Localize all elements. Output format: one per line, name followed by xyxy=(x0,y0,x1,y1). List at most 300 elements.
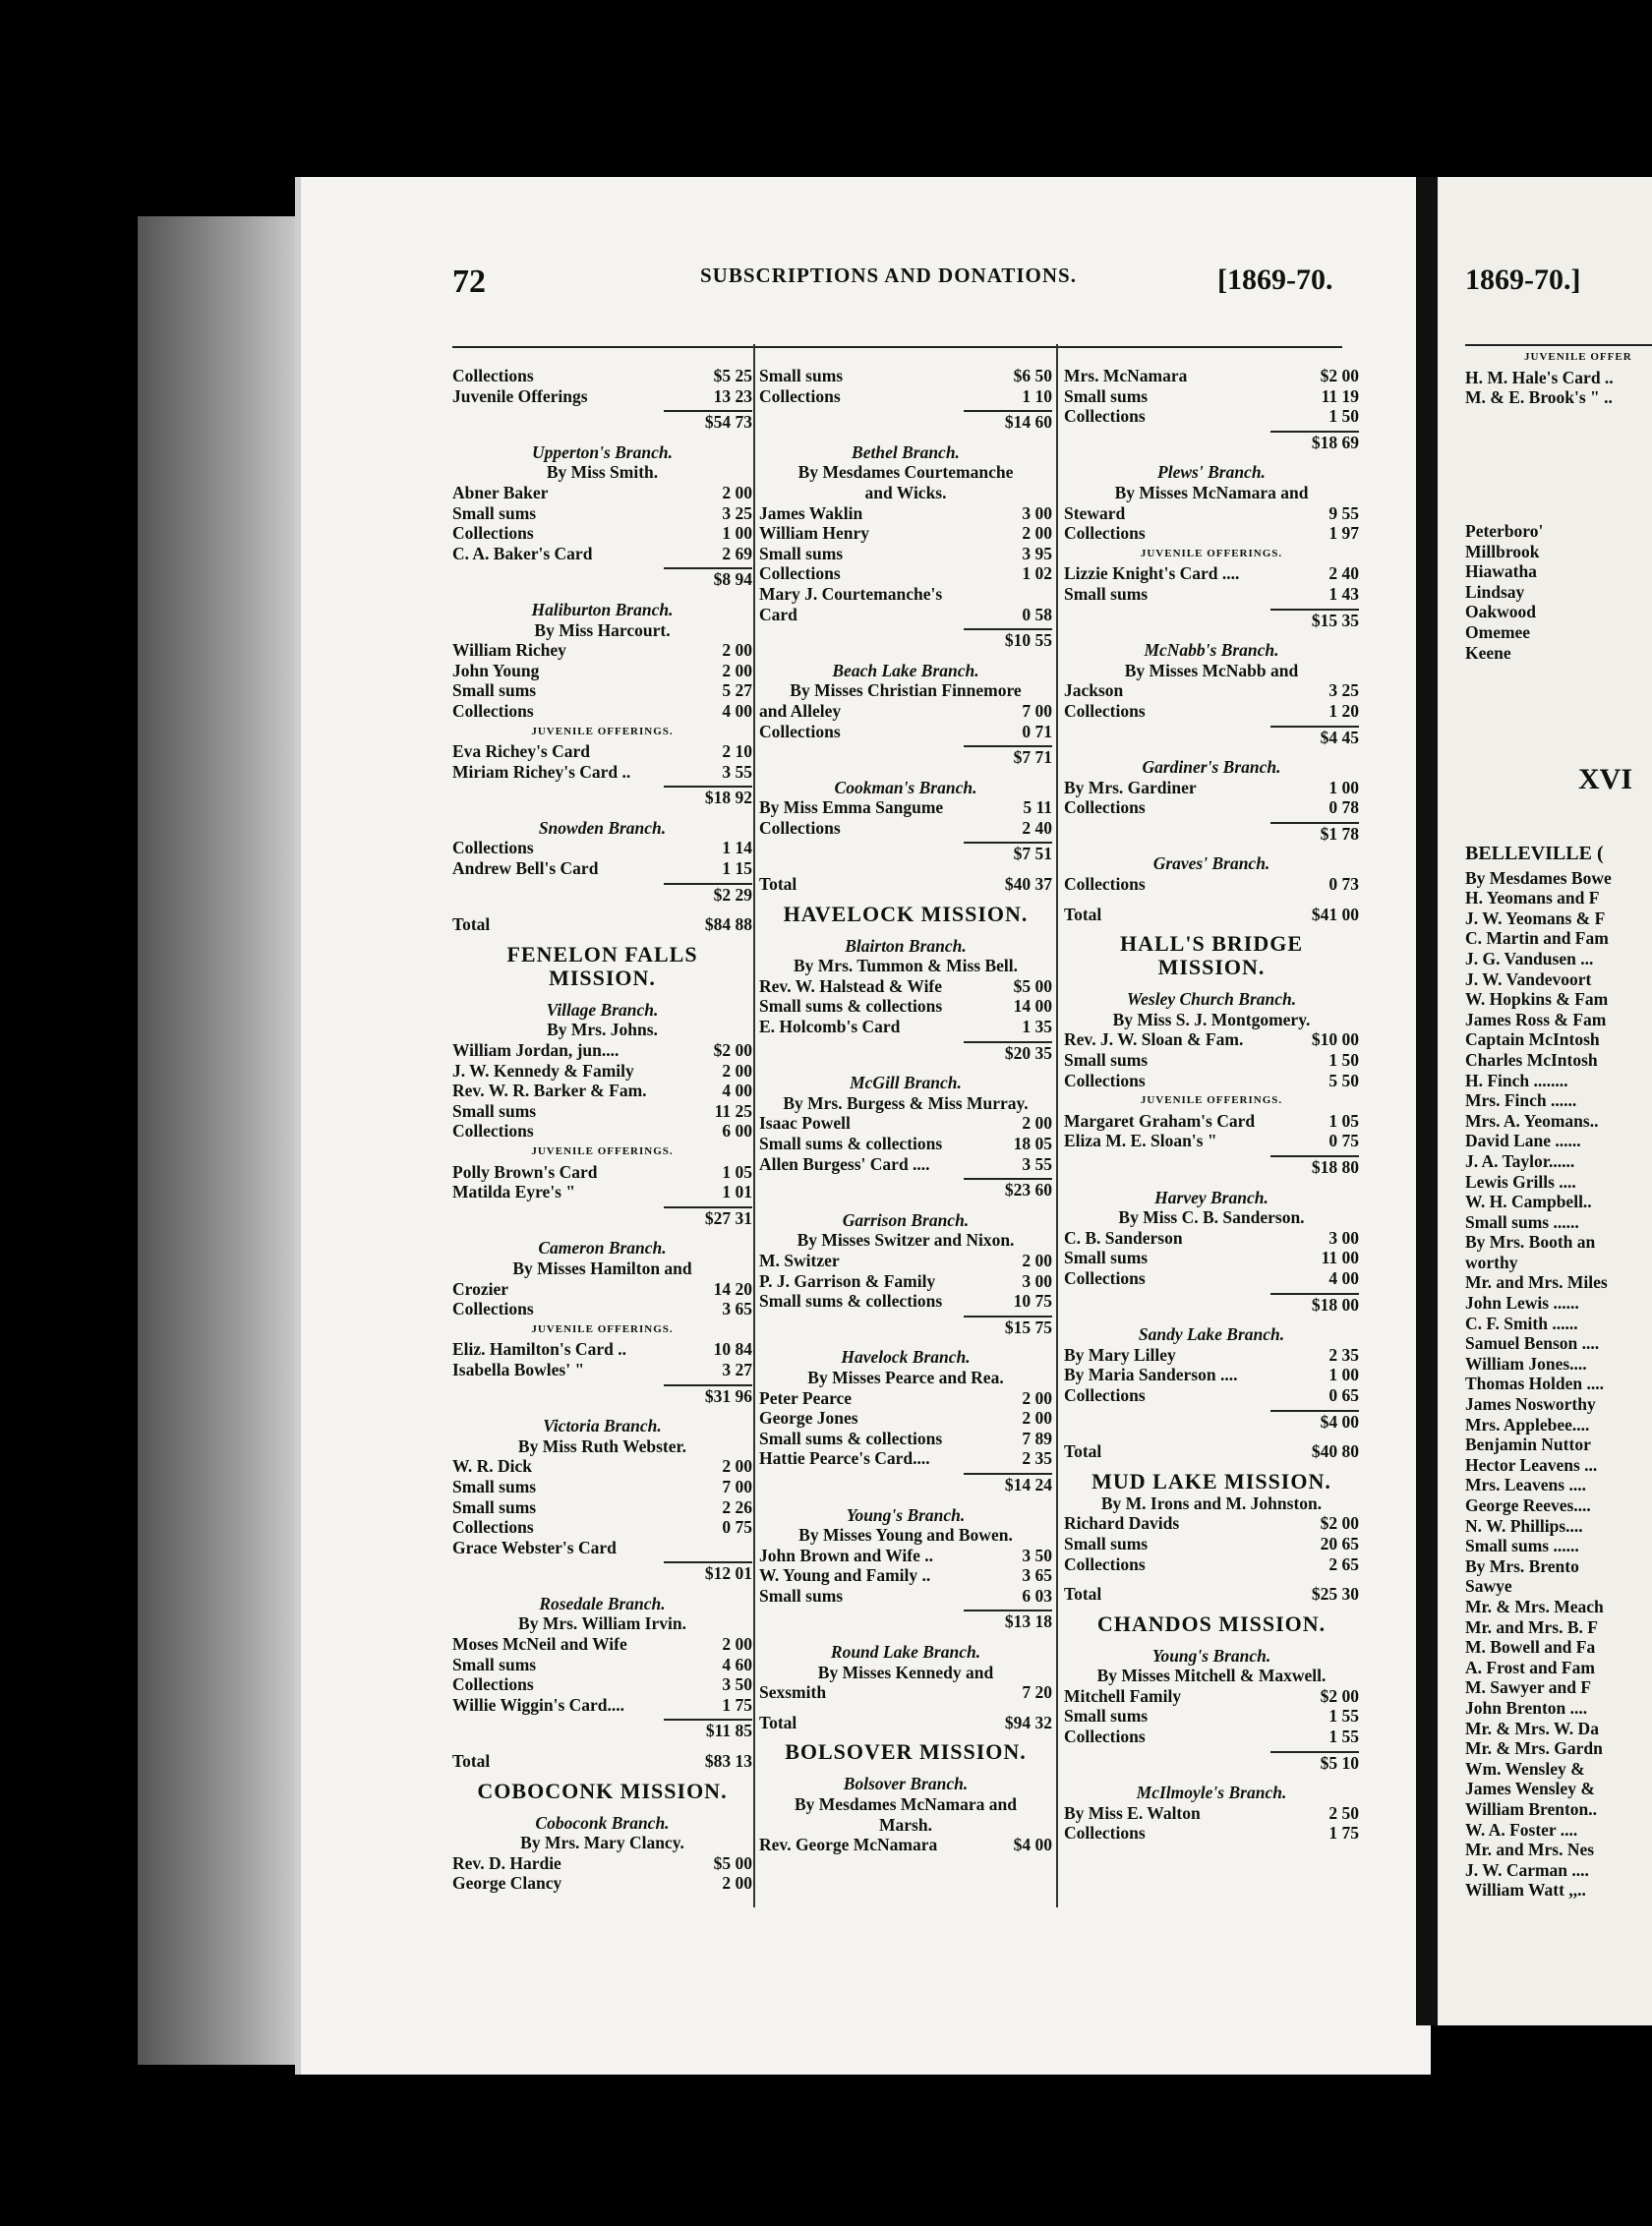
entry-row xyxy=(452,661,752,681)
entry-row xyxy=(1064,386,1359,407)
entry-row xyxy=(759,976,1052,997)
ledger-column-3 xyxy=(1064,366,1359,1844)
section-heading: BELLEVILLE ( xyxy=(1465,843,1604,864)
entry-row xyxy=(1064,1365,1359,1385)
entry-row xyxy=(759,544,1052,564)
branch-name: Victoria Branch. xyxy=(543,1416,662,1436)
donor-name: H. Yeomans and F xyxy=(1465,888,1600,908)
donor-name: Mr. and Mrs. B. F xyxy=(1465,1616,1598,1637)
donor-name: H. Finch ........ xyxy=(1465,1070,1568,1090)
entry-name: P. J. Garrison & Family xyxy=(759,1270,936,1291)
entry-row xyxy=(452,1040,752,1061)
donor-name: J. W. Carman .... xyxy=(1465,1859,1589,1880)
subtotal: $7 51 xyxy=(964,842,1052,864)
entry-name: Jackson xyxy=(1064,680,1124,701)
entry-amount: $2 00 xyxy=(1320,1685,1359,1706)
entry-name: Small sums xyxy=(452,680,537,701)
entry-name: Rev. D. Hardie xyxy=(452,1852,561,1873)
entry-name: Collections xyxy=(759,721,841,741)
entry-name: Small sums xyxy=(1064,1248,1149,1268)
entry-row xyxy=(759,1835,1052,1855)
branch-name: Graves' Branch. xyxy=(1152,853,1270,874)
donor-name: worthy xyxy=(1465,1252,1518,1272)
branch-name: Round Lake Branch. xyxy=(830,1642,981,1663)
entry-amount: $5 25 xyxy=(713,366,752,385)
entry-amount: 5 27 xyxy=(722,680,752,701)
ledger-column-2 xyxy=(759,366,1052,1855)
donor-name: Charles McIntosh xyxy=(1465,1049,1598,1070)
branch-name: Young's Branch. xyxy=(846,1504,966,1525)
donor-name: George Reeves.... xyxy=(1465,1495,1591,1515)
entry-row xyxy=(1064,1248,1359,1268)
donor-name: Small sums ...... xyxy=(1465,1211,1579,1232)
subtotal: $11 85 xyxy=(664,1719,752,1741)
entry-name: Collections xyxy=(1064,797,1146,818)
entry-amount: 2 26 xyxy=(722,1496,752,1517)
entry-amount: 1 55 xyxy=(1328,1706,1359,1727)
entry-row xyxy=(1064,406,1359,427)
entry-amount: $40 80 xyxy=(1311,1441,1359,1462)
entry-row xyxy=(452,640,752,661)
donor-name: Mrs. Leavens .... xyxy=(1465,1475,1586,1495)
collector-line: and Wicks. xyxy=(864,482,947,502)
entry-amount: 5 11 xyxy=(1023,797,1052,818)
entry-row xyxy=(759,1291,1052,1312)
collector-line: By Misses Hamilton and xyxy=(512,1258,692,1278)
donor-name: Lewis Grills .... xyxy=(1465,1171,1576,1192)
entry-row xyxy=(452,523,752,544)
branch-name: Cameron Branch. xyxy=(538,1238,667,1259)
entry-name: Mrs. McNamara xyxy=(1064,366,1188,385)
entry-amount: 1 00 xyxy=(1328,777,1359,797)
entry-row xyxy=(759,996,1052,1017)
entry-row xyxy=(452,1634,752,1655)
branch-name: McGill Branch. xyxy=(850,1073,962,1093)
juvenile-heading: JUVENILE OFFERINGS. xyxy=(1140,547,1283,559)
donor-name: By Mrs. Brento xyxy=(1465,1555,1579,1576)
total-row xyxy=(1064,1441,1359,1462)
entry-amount: 3 95 xyxy=(1022,543,1052,563)
entry-name: Small sums & collections xyxy=(759,996,943,1017)
entry-name: By Mary Lilley xyxy=(1064,1344,1176,1365)
entry-amount: $4 00 xyxy=(1013,1835,1052,1855)
donor-name: Wm. Wensley & xyxy=(1465,1758,1585,1779)
donor-name: Small sums ...... xyxy=(1465,1536,1579,1556)
entry-row xyxy=(759,1271,1052,1292)
subtotal: $14 24 xyxy=(964,1473,1052,1495)
entry-name: Collections xyxy=(452,1517,534,1538)
entry-name: C. B. Sanderson xyxy=(1064,1227,1183,1248)
entry-row xyxy=(759,1251,1052,1271)
page-number: 72 xyxy=(452,264,486,300)
branch-name: Blairton Branch. xyxy=(845,935,967,956)
entry-amount: 1 00 xyxy=(1328,1365,1359,1385)
entry-name: Total xyxy=(452,1751,491,1772)
entry-row xyxy=(452,1695,752,1716)
branch-name: Bolsover Branch. xyxy=(843,1774,969,1794)
entry-name: By Miss E. Walton xyxy=(1064,1802,1201,1823)
entry-amount: 2 50 xyxy=(1328,1802,1359,1823)
entry-name: Collections xyxy=(452,1674,534,1695)
entry-row xyxy=(1064,1268,1359,1289)
entry-amount: 4 00 xyxy=(722,1081,752,1101)
entry-name: Polly Brown's Card xyxy=(452,1161,598,1182)
subtotal: $4 45 xyxy=(1270,726,1359,748)
entry-row xyxy=(1064,1727,1359,1747)
entry-row xyxy=(452,680,752,701)
entry-name: Small sums xyxy=(1064,1706,1149,1727)
entry-amount: 7 20 xyxy=(1022,1682,1052,1703)
entry-name: Collections xyxy=(1064,1267,1146,1288)
entry-amount: 11 00 xyxy=(1321,1248,1359,1268)
collector-line: By Miss Harcourt. xyxy=(534,619,671,640)
entry-row xyxy=(1064,1345,1359,1366)
entry-row xyxy=(1064,1823,1359,1844)
entry-amount: 2 00 xyxy=(722,482,752,502)
subtotal: $18 69 xyxy=(1270,431,1359,453)
entry-row xyxy=(452,1853,752,1874)
entry-name: Collections xyxy=(1064,1070,1146,1090)
subtotal: $15 35 xyxy=(1270,609,1359,631)
place-name: Peterboro' xyxy=(1465,521,1544,541)
entry-amount: 11 25 xyxy=(714,1100,752,1121)
entry-amount: $25 30 xyxy=(1311,1584,1359,1605)
entry-name: Collections xyxy=(452,838,534,858)
branch-name: Upperton's Branch. xyxy=(532,441,673,462)
entry-name: J. W. Kennedy & Family xyxy=(452,1060,634,1081)
entry-amount: $94 32 xyxy=(1004,1712,1052,1732)
entry-row xyxy=(1064,1803,1359,1824)
branch-name: Coboconk Branch. xyxy=(535,1812,670,1833)
entry-name: Grace Webster's Card xyxy=(452,1537,617,1557)
subtotal: $20 35 xyxy=(964,1041,1052,1064)
entry-name: Isaac Powell xyxy=(759,1113,851,1134)
donor-name: John Brenton .... xyxy=(1465,1697,1588,1718)
entry-row xyxy=(1064,1111,1359,1132)
entry-amount: 0 75 xyxy=(1328,1131,1359,1151)
donor-name: N. W. Phillips.... xyxy=(1465,1515,1583,1536)
mission-heading: CHANDOS MISSION. xyxy=(1096,1611,1327,1636)
entry-name: Moses McNeil and Wife xyxy=(452,1634,627,1655)
entry-amount: 2 40 xyxy=(1022,817,1052,838)
total-row xyxy=(759,1713,1052,1733)
entry-amount: 3 00 xyxy=(1022,1270,1052,1291)
entry-row xyxy=(1064,1050,1359,1071)
entry-name: W. Young and Family .. xyxy=(759,1565,931,1586)
mission-heading: MUD LAKE MISSION. xyxy=(1092,1468,1331,1494)
entry-row xyxy=(452,1517,752,1538)
right-page-section xyxy=(1465,844,1612,1901)
entry-name: Small sums xyxy=(1064,385,1149,406)
collector-line: By Misses McNabb and xyxy=(1124,660,1299,680)
entry-amount: 1 14 xyxy=(722,838,752,858)
entry-name: Small sums & collections xyxy=(759,1134,943,1153)
subtotal: $54 73 xyxy=(664,410,752,433)
entry-name: Isabella Bowles' " xyxy=(452,1359,585,1379)
entry-row xyxy=(1064,1686,1359,1707)
mission-heading: HALL'S BRIDGE MISSION. xyxy=(1120,931,1303,980)
entry-name: Hattie Pearce's Card.... xyxy=(759,1448,930,1469)
place-name: Millbrook xyxy=(1465,541,1540,561)
collector-line: By Miss C. B. Sanderson. xyxy=(1118,1207,1305,1228)
entry-amount: 2 00 xyxy=(1022,1408,1052,1429)
collector-line: By Miss Ruth Webster. xyxy=(517,1435,687,1456)
entry-amount: 1 00 xyxy=(722,523,752,544)
entry-name: Small sums & collections xyxy=(759,1428,943,1448)
entry-amount: $6 50 xyxy=(1013,366,1052,385)
entry-amount: 7 00 xyxy=(1022,700,1052,721)
subtotal: $31 96 xyxy=(664,1384,752,1407)
collector-line: By Mrs. William Irvin. xyxy=(518,1613,686,1634)
branch-name: McIlmoyle's Branch. xyxy=(1136,1783,1287,1803)
entry-name: Rev. J. W. Sloan & Fam. xyxy=(1064,1029,1244,1050)
entry-amount: 6 00 xyxy=(722,1121,752,1142)
donor-name: Mr. & Mrs. Gardn xyxy=(1465,1738,1603,1759)
entry-amount: 3 55 xyxy=(1022,1153,1052,1174)
donor-name: Benjamin Nuttor xyxy=(1465,1435,1591,1455)
entry-name: M. Switzer xyxy=(759,1250,840,1270)
entry-name: William Henry xyxy=(759,523,869,544)
entry-amount: 1 43 xyxy=(1328,583,1359,604)
subtotal: $15 75 xyxy=(964,1316,1052,1338)
entry-name: Andrew Bell's Card xyxy=(452,858,599,879)
entry-row xyxy=(452,1101,752,1122)
donor-name: Mr. & Mrs. W. Da xyxy=(1465,1718,1599,1738)
entry-name: Small sums xyxy=(1064,583,1149,604)
entry-amount: 11 19 xyxy=(1321,385,1359,406)
entry-name: Small sums xyxy=(1064,1050,1149,1071)
entry-row xyxy=(1064,563,1359,584)
entry-name: Collections xyxy=(1064,1727,1146,1747)
column-divider xyxy=(1056,344,1058,1907)
juvenile-heading: JUVENILE OFFERINGS. xyxy=(531,1322,674,1335)
entry-name: John Young xyxy=(452,660,540,680)
entry-row xyxy=(759,1546,1052,1566)
subtotal: $2 29 xyxy=(664,883,752,906)
entry-name: Collections xyxy=(452,1121,534,1142)
entry-row xyxy=(759,366,1052,386)
entry-amount: 2 00 xyxy=(1022,1250,1052,1270)
entry-row xyxy=(452,762,752,783)
entry-amount: 13 23 xyxy=(713,385,752,406)
entry-row xyxy=(1064,680,1359,701)
entry-row xyxy=(1064,1554,1359,1575)
entry-amount: 1 75 xyxy=(722,1694,752,1715)
section-numeral: XVI xyxy=(1578,763,1633,795)
entry-row xyxy=(1064,503,1359,524)
donor-name: M. Bowell and Fa xyxy=(1465,1637,1596,1658)
donor-name: James Wensley & xyxy=(1465,1779,1595,1799)
donor-name: J. W. Vandevoort xyxy=(1465,968,1592,989)
branch-name: Village Branch. xyxy=(546,999,659,1020)
right-page-top-lines xyxy=(1465,347,1632,408)
entry-amount: 2 35 xyxy=(1022,1448,1052,1469)
entry-name: Rev. W. Halstead & Wife xyxy=(759,975,943,996)
entry-amount: 0 58 xyxy=(1022,604,1052,624)
entry-amount: 3 27 xyxy=(722,1359,752,1379)
donor-name: J. A. Taylor...... xyxy=(1465,1150,1575,1171)
branch-name: Gardiner's Branch. xyxy=(1142,757,1281,778)
entry-row xyxy=(1064,1513,1359,1534)
header-rule xyxy=(452,346,1342,348)
entry-amount: 3 50 xyxy=(722,1674,752,1695)
right-entry: M. & E. Brook's " .. xyxy=(1465,387,1613,408)
entry-row xyxy=(1064,523,1359,544)
branch-name: Cookman's Branch. xyxy=(834,777,977,797)
entry-row xyxy=(452,1497,752,1518)
mission-heading: COBOCONK MISSION. xyxy=(477,1778,728,1803)
entry-row xyxy=(1064,1228,1359,1249)
entry-name: Collections xyxy=(452,523,534,544)
entry-row xyxy=(759,1429,1052,1449)
entry-row xyxy=(452,1477,752,1497)
entry-amount: 2 00 xyxy=(722,640,752,661)
entry-amount: 1 97 xyxy=(1328,523,1359,544)
branch-name: Young's Branch. xyxy=(1151,1645,1271,1666)
place-name: Oakwood xyxy=(1465,602,1536,622)
place-name: Omemee xyxy=(1465,621,1531,642)
entry-amount: 2 65 xyxy=(1328,1553,1359,1574)
entry-row xyxy=(759,584,1052,605)
entry-name: Small sums xyxy=(452,1496,537,1517)
entry-amount: 1 02 xyxy=(1022,563,1052,584)
entry-amount: 1 05 xyxy=(1328,1110,1359,1131)
entry-amount: 2 00 xyxy=(1022,1113,1052,1134)
entry-name: Small sums xyxy=(759,543,844,563)
entry-amount: 7 00 xyxy=(722,1476,752,1496)
entry-row xyxy=(452,1360,752,1380)
right-header-rule xyxy=(1465,344,1652,346)
collector-line: By Misses Switzer and Nixon. xyxy=(796,1230,1015,1251)
donor-name: Mr. & Mrs. Meach xyxy=(1465,1596,1604,1616)
entry-name: Small sums xyxy=(759,1585,844,1606)
entry-row xyxy=(759,1388,1052,1409)
entry-row xyxy=(452,701,752,722)
entry-row xyxy=(759,1586,1052,1607)
entry-amount: 2 00 xyxy=(722,660,752,680)
entry-name: Crozier xyxy=(452,1278,509,1299)
total-row xyxy=(1064,1584,1359,1605)
book-spine-edge xyxy=(138,216,305,2065)
entry-amount: 2 40 xyxy=(1328,563,1359,584)
entry-name: Sexsmith xyxy=(759,1682,827,1703)
subtotal: $7 71 xyxy=(964,745,1052,768)
entry-name: Abner Baker xyxy=(452,482,549,502)
column-divider xyxy=(753,344,755,1907)
entry-amount: 3 00 xyxy=(1328,1227,1359,1248)
collector-line: Marsh. xyxy=(879,1814,932,1835)
entry-row xyxy=(1064,1534,1359,1554)
place-name: Keene xyxy=(1465,642,1511,663)
entry-row xyxy=(1064,1131,1359,1151)
entry-row xyxy=(759,503,1052,524)
entry-name: Total xyxy=(452,914,491,935)
entry-amount: 4 00 xyxy=(1328,1267,1359,1288)
entry-amount: 0 78 xyxy=(1328,797,1359,818)
total-row xyxy=(452,1751,752,1772)
entry-name: Mary J. Courtemanche's xyxy=(759,583,943,604)
entry-amount: 0 73 xyxy=(1328,874,1359,895)
entry-name: Small sums & collections xyxy=(759,1291,943,1312)
entry-name: Allen Burgess' Card .... xyxy=(759,1153,930,1174)
mission-heading: FENELON FALLS MISSION. xyxy=(506,941,698,990)
entry-row xyxy=(452,386,752,407)
subtotal: $1 78 xyxy=(1270,822,1359,845)
donor-name: James Ross & Fam xyxy=(1465,1009,1607,1029)
entry-name: Total xyxy=(1064,1441,1102,1462)
collector-line: By Misses Pearce and Rea. xyxy=(807,1367,1004,1387)
branch-name: Rosedale Branch. xyxy=(539,1593,666,1613)
entry-name: Card xyxy=(759,604,797,624)
entry-amount xyxy=(683,1538,752,1558)
entry-amount: 1 50 xyxy=(1328,1050,1359,1071)
entry-row xyxy=(759,1682,1052,1703)
collector-line: By Mesdames McNamara and xyxy=(794,1794,1017,1815)
entry-amount: 0 75 xyxy=(722,1517,752,1538)
entry-name: Collections xyxy=(1064,523,1146,544)
donor-name: Mr. and Mrs. Nes xyxy=(1465,1840,1595,1860)
donor-name: William Brenton.. xyxy=(1465,1798,1598,1819)
entry-row xyxy=(452,483,752,503)
entry-amount: $84 88 xyxy=(704,914,752,935)
entry-row xyxy=(759,386,1052,407)
donor-name: By Mesdames Bowe xyxy=(1465,867,1612,888)
entry-amount: 10 75 xyxy=(1013,1291,1052,1312)
collector-line: By Misses McNamara and xyxy=(1114,482,1309,502)
entry-name: Eliz. Hamilton's Card .. xyxy=(452,1339,626,1360)
entry-name: Peter Pearce xyxy=(759,1387,853,1408)
entry-amount xyxy=(983,584,1052,605)
entry-row xyxy=(1064,778,1359,798)
entry-name: John Brown and Wife .. xyxy=(759,1545,933,1565)
entry-row xyxy=(759,1017,1052,1037)
right-page-year: 1869-70.] xyxy=(1465,264,1581,296)
donor-name: Mrs. A. Yeomans.. xyxy=(1465,1110,1599,1131)
entry-row xyxy=(1064,366,1359,386)
entry-name: Small sums xyxy=(452,1654,537,1674)
donor-name: C. Martin and Fam xyxy=(1465,928,1609,949)
donor-name: W. A. Foster .... xyxy=(1465,1819,1578,1840)
collector-line: By Mrs. Mary Clancy. xyxy=(520,1833,684,1853)
entry-name: Collections xyxy=(452,1299,534,1319)
entry-name: Small sums xyxy=(452,1476,537,1496)
entry-row xyxy=(452,1655,752,1675)
mission-heading: HAVELOCK MISSION. xyxy=(783,901,1029,926)
entry-row xyxy=(1064,701,1359,722)
right-page-places xyxy=(1465,521,1543,663)
subtotal: $10 55 xyxy=(964,628,1052,651)
donor-name: James Nosworthy xyxy=(1465,1394,1596,1415)
entry-name: Total xyxy=(759,874,797,895)
entry-name: Rev. George McNamara xyxy=(759,1835,938,1855)
entry-name: Collections xyxy=(759,817,841,838)
subtotal: $5 10 xyxy=(1270,1751,1359,1774)
entry-name: Lizzie Knight's Card .... xyxy=(1064,563,1240,584)
entry-amount: 2 00 xyxy=(722,1456,752,1477)
donor-name: Captain McIntosh xyxy=(1465,1029,1600,1050)
entry-amount: 3 25 xyxy=(722,502,752,523)
juvenile-heading: JUVENILE OFFERINGS. xyxy=(531,725,674,737)
place-name: Lindsay xyxy=(1465,581,1525,602)
donor-name: M. Sawyer and F xyxy=(1465,1677,1592,1698)
entry-row xyxy=(759,1565,1052,1586)
entry-name: Total xyxy=(1064,904,1102,924)
entry-name: C. A. Baker's Card xyxy=(452,543,593,563)
entry-amount: 1 50 xyxy=(1328,406,1359,427)
entry-amount: $2 00 xyxy=(713,1040,752,1061)
donor-name: J. W. Yeomans & F xyxy=(1465,908,1606,928)
branch-name: Haliburton Branch. xyxy=(531,599,674,619)
